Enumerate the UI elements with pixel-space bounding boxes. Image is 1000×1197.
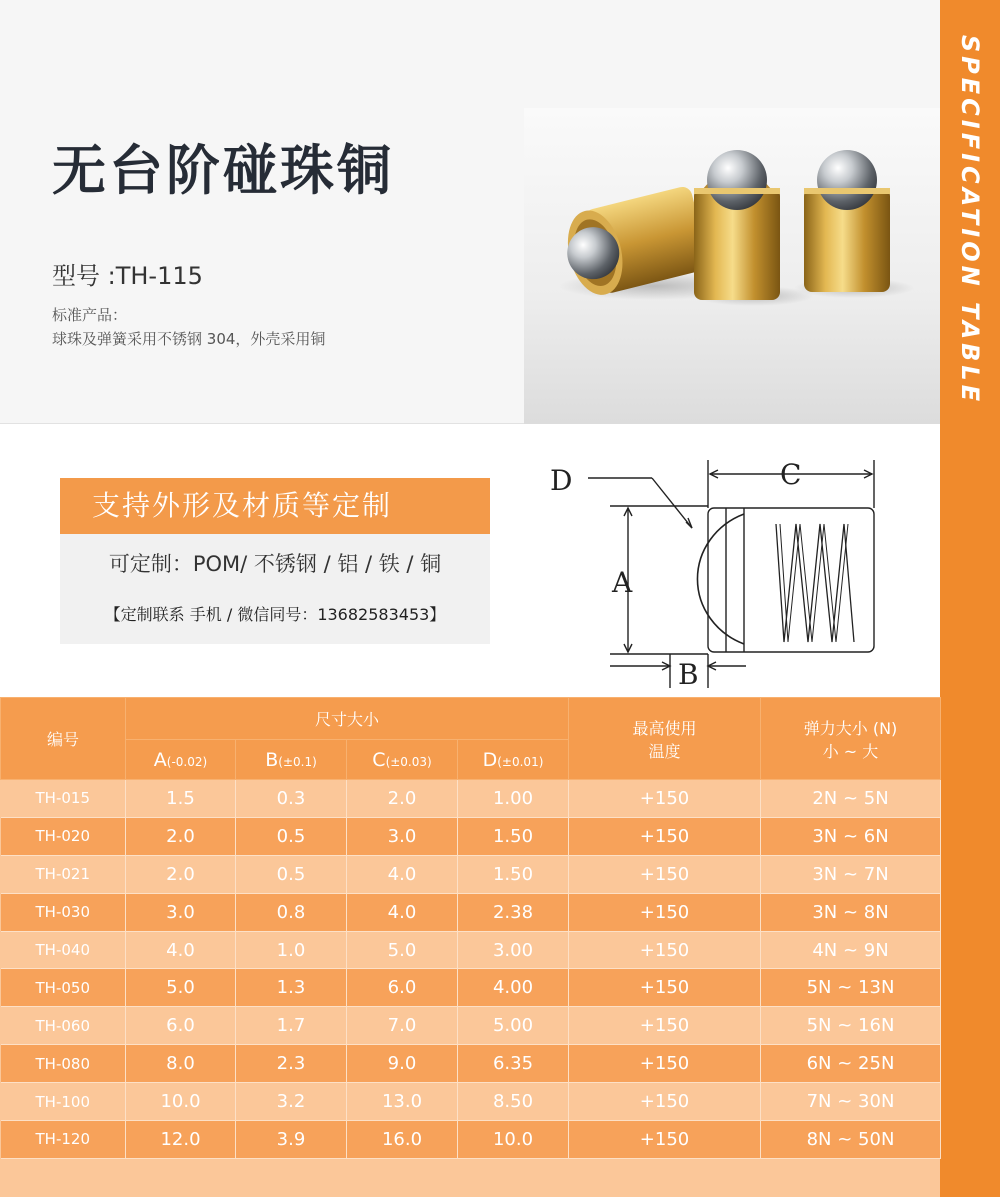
cell-c: 4.0: [347, 855, 458, 893]
header-spring-force-line1: 弹力大小 (N): [803, 718, 898, 738]
cell-code: TH-100: [1, 1083, 126, 1121]
table-row: [1, 1121, 941, 1159]
cell-d: 4.00: [458, 969, 569, 1007]
cell-temp: +150: [569, 780, 761, 818]
diagram-label-b: B: [678, 658, 699, 691]
cell-force: 6N ~ 25N: [761, 1045, 941, 1083]
header-size-group: 尺寸大小: [126, 698, 569, 740]
cell-b: 1.3: [236, 969, 347, 1007]
cell-a: 2.0: [126, 817, 236, 855]
header-d: [458, 740, 569, 780]
product-title: 无台阶碰珠铜: [52, 139, 394, 202]
diagram-label-c: C: [780, 458, 802, 491]
cell-force: 7N ~ 30N: [761, 1083, 941, 1121]
cell-force: 2N ~ 5N: [761, 780, 941, 818]
cell-code: TH-050: [1, 969, 126, 1007]
cell-force: 5N ~ 16N: [761, 1007, 941, 1045]
header-max-temp-line1: 最高使用: [632, 718, 697, 738]
cell-force: 5N ~ 13N: [761, 969, 941, 1007]
cell-d: 10.0: [458, 1121, 569, 1159]
cell-code: TH-120: [1, 1121, 126, 1159]
cell-a: 1.5: [126, 780, 236, 818]
dimension-diagram: [540, 452, 900, 692]
specification-table: [0, 697, 941, 1159]
cell-b: 2.3: [236, 1045, 347, 1083]
table-row: [1, 1083, 941, 1121]
ball-plunger-drawing: [540, 452, 900, 692]
table-row: [1, 1045, 941, 1083]
cell-temp: +150: [569, 855, 761, 893]
cell-temp: +150: [569, 969, 761, 1007]
header-max-temp-line2: 温度: [648, 741, 681, 761]
cell-force: 3N ~ 7N: [761, 855, 941, 893]
cell-d: 3.00: [458, 931, 569, 969]
cell-c: 6.0: [347, 969, 458, 1007]
cell-code: TH-020: [1, 817, 126, 855]
cell-c: 9.0: [347, 1045, 458, 1083]
header-a-tolerance: (-0.02): [166, 754, 208, 769]
cell-d: 2.38: [458, 893, 569, 931]
cell-b: 3.2: [236, 1083, 347, 1121]
specification-table-section: [0, 697, 940, 1197]
customization-contact: 【定制联系 手机 / 微信同号：13682583453】: [104, 605, 446, 624]
cell-temp: +150: [569, 893, 761, 931]
table-row: [1, 855, 941, 893]
header-a-letter: A: [153, 748, 167, 771]
table-row: [1, 1007, 941, 1045]
cell-b: 1.7: [236, 1007, 347, 1045]
cell-a: 5.0: [126, 969, 236, 1007]
cell-temp: +150: [569, 1045, 761, 1083]
standard-label: 标准产品：: [52, 306, 128, 324]
diagram-label-a: A: [612, 566, 633, 599]
cell-c: 16.0: [347, 1121, 458, 1159]
header-spring-force-line2: 小 ~ 大: [822, 741, 879, 761]
customization-heading: 支持外形及材质等定制: [60, 478, 490, 534]
cell-b: 3.9: [236, 1121, 347, 1159]
brass-ball-plunger-image: [524, 108, 940, 424]
cell-a: 4.0: [126, 931, 236, 969]
product-photo: [524, 108, 940, 424]
header-c: [347, 740, 458, 780]
cell-d: 5.00: [458, 1007, 569, 1045]
cell-a: 12.0: [126, 1121, 236, 1159]
table-row: [1, 893, 941, 931]
cell-b: 0.8: [236, 893, 347, 931]
cell-temp: +150: [569, 1083, 761, 1121]
header-a: [126, 740, 236, 780]
cell-code: TH-021: [1, 855, 126, 893]
cell-a: 3.0: [126, 893, 236, 931]
cell-code: TH-040: [1, 931, 126, 969]
specification-table-label: SPECIFICATION TABLE: [956, 34, 984, 406]
product-header-section: [0, 0, 940, 424]
cell-code: TH-015: [1, 780, 126, 818]
cell-c: 7.0: [347, 1007, 458, 1045]
header-c-letter: C: [372, 748, 386, 771]
cell-code: TH-080: [1, 1045, 126, 1083]
customization-body: [60, 534, 490, 644]
cell-b: 0.5: [236, 855, 347, 893]
cell-b: 0.3: [236, 780, 347, 818]
header-spring-force: [761, 698, 941, 780]
cell-temp: +150: [569, 931, 761, 969]
cell-c: 5.0: [347, 931, 458, 969]
header-b: [236, 740, 347, 780]
cell-a: 6.0: [126, 1007, 236, 1045]
cell-force: 3N ~ 8N: [761, 893, 941, 931]
table-row: [1, 817, 941, 855]
cell-a: 10.0: [126, 1083, 236, 1121]
diagram-label-d: D: [550, 464, 573, 497]
customization-materials: 可定制：POM/ 不锈钢 / 铝 / 铁 / 铜: [108, 552, 442, 576]
header-d-tolerance: (±0.01): [497, 754, 544, 769]
table-row: [1, 780, 941, 818]
cell-c: 2.0: [347, 780, 458, 818]
header-code: 编号: [1, 698, 126, 780]
cell-d: 1.50: [458, 817, 569, 855]
cell-d: 1.50: [458, 855, 569, 893]
cell-code: TH-060: [1, 1007, 126, 1045]
table-row: [1, 931, 941, 969]
header-b-letter: B: [265, 748, 279, 771]
cell-b: 0.5: [236, 817, 347, 855]
cell-code: TH-030: [1, 893, 126, 931]
cell-d: 8.50: [458, 1083, 569, 1121]
cell-a: 2.0: [126, 855, 236, 893]
standard-description: 球珠及弹簧采用不锈钢 304，外壳采用铜: [52, 330, 326, 348]
cell-force: 8N ~ 50N: [761, 1121, 941, 1159]
cell-temp: +150: [569, 1121, 761, 1159]
cell-force: 4N ~ 9N: [761, 931, 941, 969]
cell-c: 13.0: [347, 1083, 458, 1121]
cell-a: 8.0: [126, 1045, 236, 1083]
header-c-tolerance: (±0.03): [385, 754, 432, 769]
cell-temp: +150: [569, 1007, 761, 1045]
cell-force: 3N ~ 6N: [761, 817, 941, 855]
cell-d: 1.00: [458, 780, 569, 818]
cell-c: 4.0: [347, 893, 458, 931]
product-model: 型号 :TH-115: [52, 262, 203, 290]
cell-b: 1.0: [236, 931, 347, 969]
header-max-temp: [569, 698, 761, 780]
cell-temp: +150: [569, 817, 761, 855]
cell-c: 3.0: [347, 817, 458, 855]
cell-d: 6.35: [458, 1045, 569, 1083]
table-row: [1, 969, 941, 1007]
customization-box: [60, 478, 490, 644]
header-b-tolerance: (±0.1): [278, 754, 317, 769]
header-d-letter: D: [482, 748, 498, 771]
